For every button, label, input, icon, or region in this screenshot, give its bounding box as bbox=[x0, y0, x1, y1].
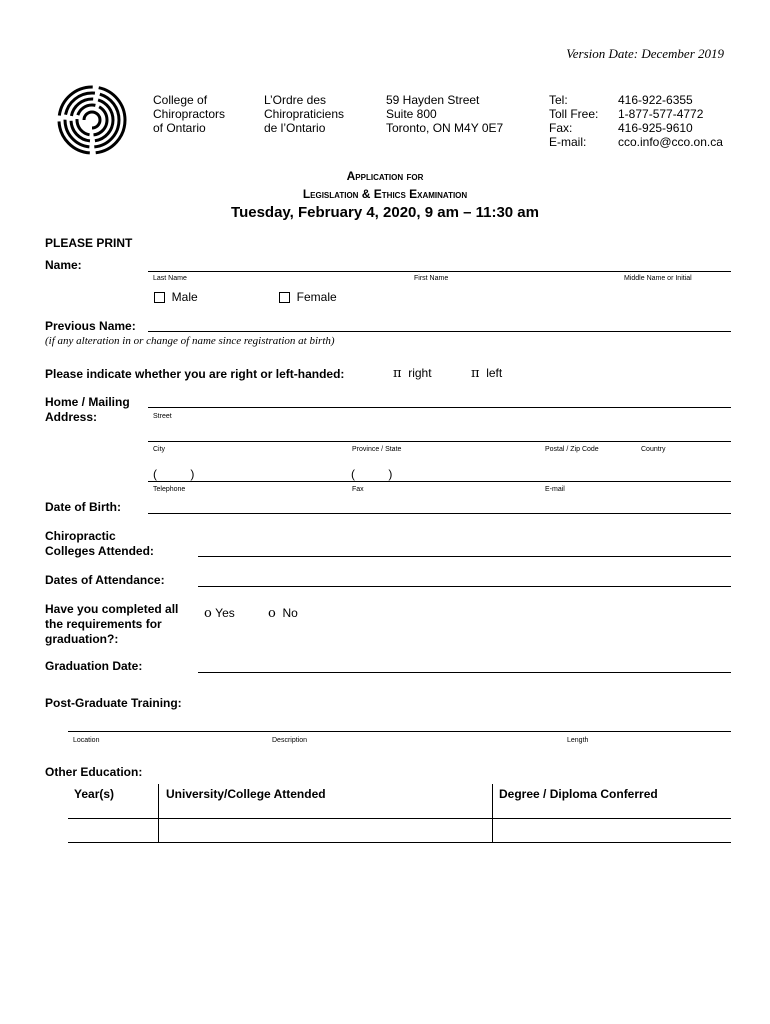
previous-name-field[interactable] bbox=[148, 331, 731, 332]
right-label: right bbox=[408, 366, 432, 380]
table-cell-degree[interactable] bbox=[493, 819, 731, 842]
dob-field[interactable] bbox=[148, 513, 731, 514]
male-checkbox[interactable] bbox=[154, 292, 165, 303]
female-label: Female bbox=[296, 290, 337, 304]
city-field[interactable] bbox=[148, 441, 731, 442]
handedness-label: Please indicate whether you are right or left-handed: bbox=[45, 367, 345, 381]
last-name-caption: Last Name bbox=[153, 275, 187, 282]
street-field[interactable] bbox=[148, 407, 731, 408]
grad-date-label: Graduation Date: bbox=[45, 659, 143, 673]
title-line-2: Legislation & Ethics Examination bbox=[302, 187, 468, 201]
postgrad-label: Post-Graduate Training: bbox=[45, 696, 182, 710]
table-bottom-line bbox=[68, 842, 731, 843]
email-caption: E-mail bbox=[545, 486, 565, 493]
left-label: left bbox=[486, 366, 503, 380]
dob-label: Date of Birth: bbox=[45, 500, 121, 514]
table-header-university: University/College Attended bbox=[166, 787, 326, 801]
yes-option[interactable] bbox=[204, 606, 235, 621]
graduation-question: Have you completed all the requirements for graduation?: bbox=[45, 602, 179, 646]
first-name-caption: First Name bbox=[414, 275, 449, 282]
female-checkbox[interactable] bbox=[279, 292, 290, 303]
right-hand-marker[interactable]: π bbox=[393, 366, 402, 381]
female-option[interactable] bbox=[279, 290, 337, 304]
right-hand-option[interactable] bbox=[393, 366, 432, 381]
table-header-degree: Degree / Diploma Conferred bbox=[499, 787, 658, 801]
dates-label: Dates of Attendance: bbox=[45, 573, 165, 587]
length-caption: Length bbox=[567, 737, 589, 744]
colleges-label: Chiropractic Colleges Attended: bbox=[45, 529, 154, 558]
description-caption: Description bbox=[272, 737, 308, 744]
name-label: Name: bbox=[45, 258, 82, 272]
other-education-label: Other Education: bbox=[45, 765, 143, 779]
table-cell-years[interactable] bbox=[68, 819, 158, 842]
male-label: Male bbox=[171, 290, 198, 304]
table-header-years: Year(s) bbox=[74, 787, 115, 801]
please-print: PLEASE PRINT bbox=[45, 236, 133, 250]
yes-radio[interactable]: o bbox=[204, 606, 212, 621]
province-caption: Province / State bbox=[352, 446, 402, 453]
fax-caption: Fax bbox=[352, 486, 364, 493]
postal-caption: Postal / Zip Code bbox=[545, 446, 599, 453]
street-caption: Street bbox=[153, 413, 172, 420]
city-caption: City bbox=[153, 446, 166, 453]
name-field[interactable] bbox=[148, 271, 731, 272]
cco-logo-icon bbox=[56, 84, 128, 156]
phone-fax-email-field[interactable] bbox=[148, 481, 731, 482]
college-name-fr: L’Ordre des Chiropraticiens de l’Ontario bbox=[264, 93, 345, 135]
exam-date: Tuesday, February 4, 2020, 9 am – 11:30 am bbox=[231, 204, 539, 221]
contact-values: 416-922-6355 1-877-577-4772 416-925-9610 cco.info@cco.on.ca bbox=[618, 93, 723, 149]
contact-labels: Tel: Toll Free: Fax: E-mail: bbox=[549, 93, 599, 149]
male-option[interactable] bbox=[154, 290, 198, 304]
postgrad-field[interactable] bbox=[68, 731, 731, 732]
telephone-caption: Telephone bbox=[153, 486, 186, 493]
yes-label: Yes bbox=[215, 606, 235, 620]
grad-date-field[interactable] bbox=[198, 672, 731, 673]
left-hand-option[interactable] bbox=[471, 366, 502, 381]
country-caption: Country bbox=[641, 446, 666, 453]
fax-area-code: ( ) bbox=[351, 467, 393, 481]
table-cell-university[interactable] bbox=[159, 819, 492, 842]
college-address: 59 Hayden Street Suite 800 Toronto, ON M4Y 0E7 bbox=[386, 93, 504, 135]
colleges-field[interactable] bbox=[198, 556, 731, 557]
no-label: No bbox=[282, 606, 298, 620]
middle-name-caption: Middle Name or Initial bbox=[624, 275, 692, 282]
title-line-1: Application for bbox=[346, 169, 424, 183]
version-date: Version Date: December 2019 bbox=[566, 46, 724, 61]
dates-field[interactable] bbox=[198, 586, 731, 587]
left-hand-marker[interactable]: π bbox=[471, 366, 480, 381]
telephone-area-code: ( ) bbox=[153, 467, 195, 481]
college-name-en: College of Chiropractors of Ontario bbox=[153, 93, 226, 135]
previous-name-label: Previous Name: bbox=[45, 319, 136, 333]
address-label: Home / Mailing Address: bbox=[45, 395, 130, 424]
no-option[interactable] bbox=[268, 606, 298, 621]
no-radio[interactable]: o bbox=[268, 606, 276, 621]
location-caption: Location bbox=[73, 737, 100, 744]
previous-name-note: (if any alteration in or change of name since registration at birth) bbox=[45, 335, 335, 347]
